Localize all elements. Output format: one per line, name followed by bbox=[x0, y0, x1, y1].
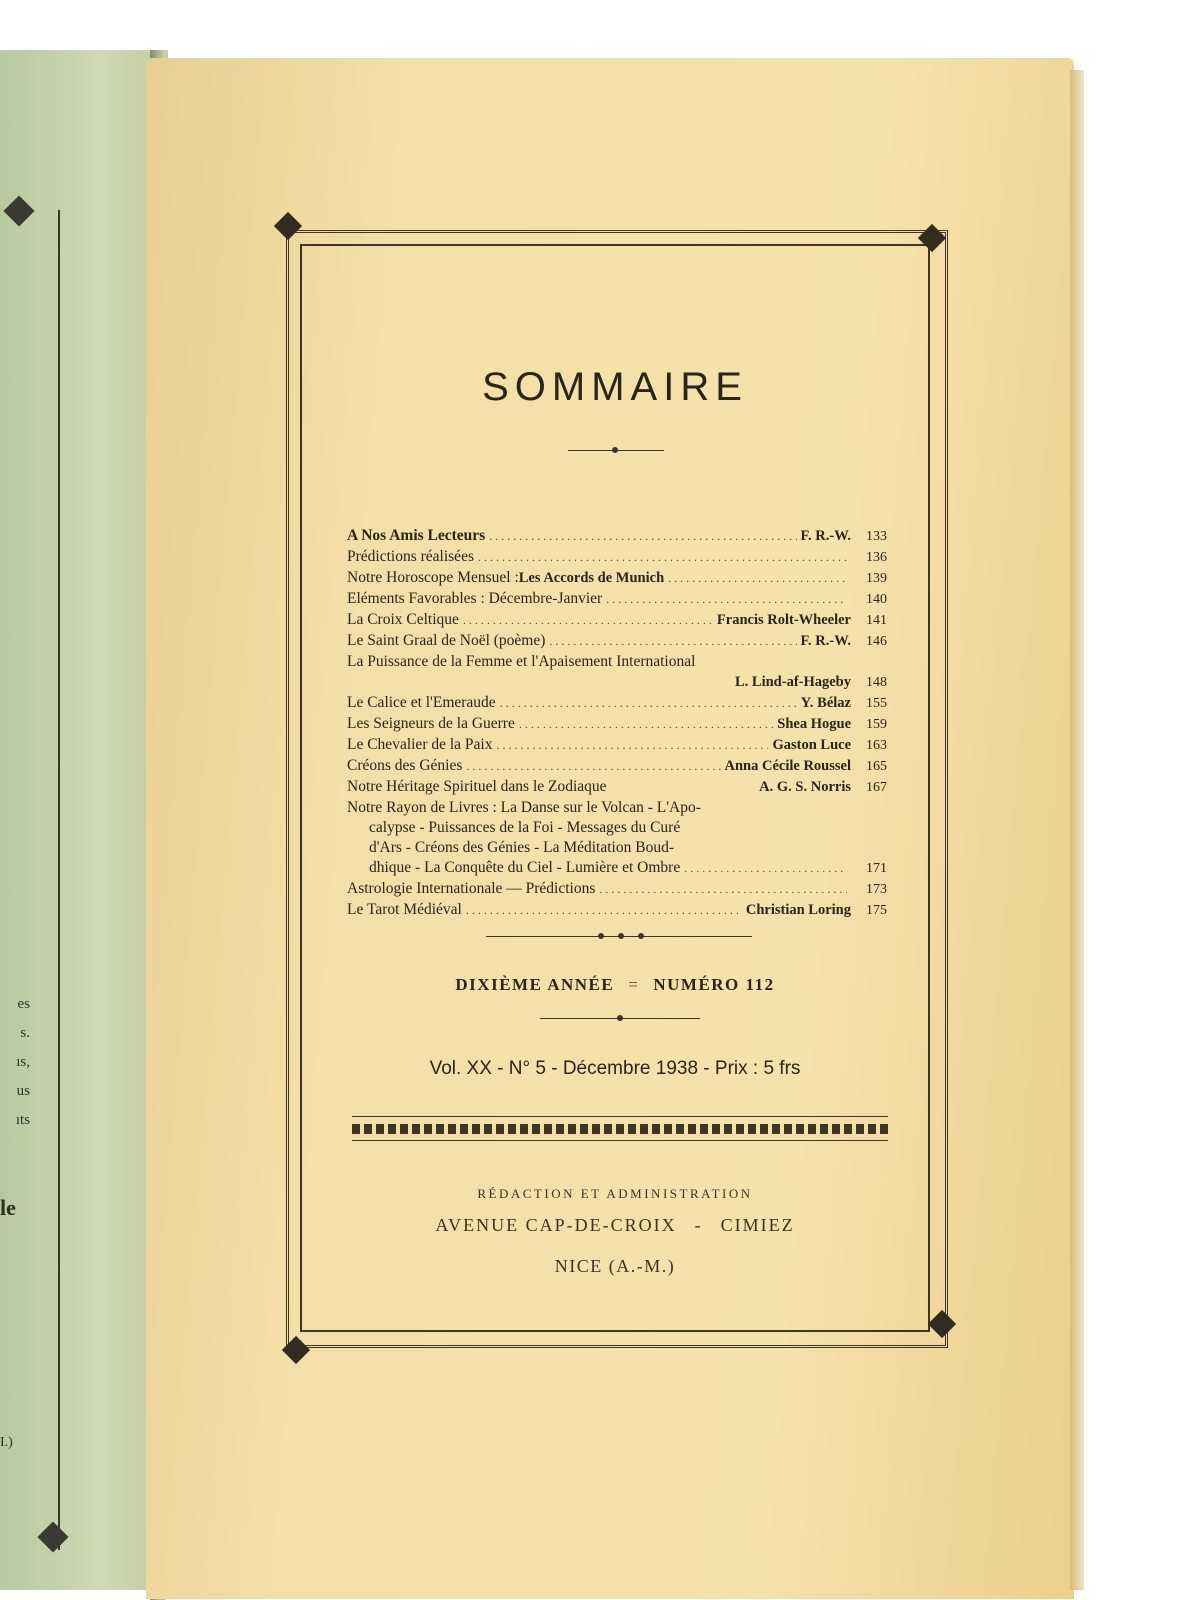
toc-entry[interactable] bbox=[347, 589, 887, 610]
toc-title: Notre Horoscope Mensuel : bbox=[347, 569, 519, 586]
leader-dots bbox=[599, 879, 847, 899]
text-fragment: I.) bbox=[0, 1435, 13, 1450]
previous-page bbox=[0, 50, 168, 1590]
toc-author: Anna Cécile Roussel bbox=[724, 758, 851, 774]
toc-title: Le Saint Graal de Noël (poème) bbox=[347, 632, 546, 649]
toc-title-continued: d'Ars - Créons des Génies - La Méditation Boud- bbox=[369, 839, 674, 856]
toc-page-number: 171 bbox=[866, 861, 887, 876]
toc-entry[interactable] bbox=[347, 777, 887, 798]
toc-title: La Puissance de la Femme et l'Apaisement International bbox=[347, 653, 696, 670]
issue-separator: = bbox=[628, 975, 640, 994]
toc-entry[interactable] bbox=[347, 879, 887, 900]
toc-title: Le Calice et l'Emeraude bbox=[347, 694, 496, 711]
previous-page-border bbox=[18, 210, 60, 1550]
toc-title: Notre Héritage Spirituel dans le Zodiaque bbox=[347, 778, 607, 795]
leader-dots bbox=[496, 735, 768, 755]
toc-author: F. R.-W. bbox=[800, 633, 851, 649]
leader-dots bbox=[489, 526, 796, 546]
toc-entry[interactable] bbox=[347, 547, 887, 568]
toc-page-number: 167 bbox=[866, 780, 887, 795]
toc-entry[interactable] bbox=[347, 735, 887, 756]
leader-dots bbox=[684, 858, 847, 878]
rule-line bbox=[352, 1116, 888, 1117]
leader-dots bbox=[606, 589, 847, 609]
toc-title: Le Tarot Médiéval bbox=[347, 901, 462, 918]
toc-title-continued: calypse - Puissances de la Foi - Messages du Curé bbox=[369, 819, 681, 836]
text-fragment: le bbox=[0, 1195, 16, 1220]
redaction-heading: RÉDACTION ET ADMINISTRATION bbox=[477, 1186, 753, 1201]
leader-dots bbox=[500, 693, 797, 713]
previous-page-text bbox=[0, 990, 30, 1135]
text-fragment: us bbox=[16, 1083, 30, 1099]
address-district: CIMIEZ bbox=[720, 1215, 795, 1235]
leader-dots bbox=[466, 900, 742, 920]
toc-page-number: 146 bbox=[866, 634, 887, 649]
toc-author: Christian Loring bbox=[745, 902, 851, 918]
leader-dots bbox=[668, 568, 847, 588]
toc-page-number: 165 bbox=[866, 759, 887, 774]
text-fragment: es bbox=[17, 996, 30, 1012]
toc-page-number: 155 bbox=[866, 696, 887, 711]
address-separator: - bbox=[694, 1215, 703, 1235]
divider-ornament bbox=[638, 933, 644, 939]
toc-author: Gaston Luce bbox=[772, 737, 851, 753]
toc-entry[interactable] bbox=[347, 756, 887, 777]
toc-page-number: 163 bbox=[866, 738, 887, 753]
toc-title: Notre Rayon de Livres : La Danse sur le Volcan - L'Apo- bbox=[347, 799, 701, 816]
leader-dots bbox=[549, 631, 796, 651]
toc-author: A. G. S. Norris bbox=[759, 779, 851, 795]
toc-author: Francis Rolt-Wheeler bbox=[716, 612, 851, 628]
toc-title: Eléments Favorables : Décembre-Janvier bbox=[347, 590, 603, 607]
toc-entry[interactable] bbox=[347, 714, 887, 735]
toc-page-number: 136 bbox=[866, 550, 887, 565]
leader-dots bbox=[478, 547, 847, 567]
toc-entry[interactable] bbox=[347, 900, 887, 921]
page-edge bbox=[1070, 70, 1084, 1590]
toc-subtitle: Les Accords de Munich bbox=[518, 570, 665, 586]
toc-page-number: 173 bbox=[866, 882, 887, 897]
leader-dots bbox=[519, 714, 773, 734]
divider-ornament bbox=[598, 933, 604, 939]
text-fragment: s. bbox=[20, 1025, 30, 1041]
toc-entry[interactable] bbox=[347, 652, 887, 693]
toc-title: Astrologie Internationale — Prédictions bbox=[347, 880, 596, 897]
toc-title: Le Chevalier de la Paix bbox=[347, 736, 493, 753]
issue-line bbox=[300, 975, 930, 995]
toc-entry[interactable] bbox=[347, 631, 887, 652]
toc-author: Y. Bélaz bbox=[800, 695, 851, 711]
toc-page-number: 139 bbox=[866, 571, 887, 586]
issue-number: NUMÉRO 112 bbox=[653, 975, 775, 994]
toc-title: Créons des Génies bbox=[347, 757, 463, 774]
page-title: SOMMAIRE bbox=[482, 365, 748, 409]
toc-entry[interactable] bbox=[347, 568, 887, 589]
toc-page-number: 140 bbox=[866, 592, 887, 607]
decorative-band bbox=[352, 1124, 888, 1134]
toc-page-number: 175 bbox=[866, 903, 887, 918]
divider-ornament bbox=[617, 1015, 623, 1021]
toc-page-number: 141 bbox=[866, 613, 887, 628]
volume-line: Vol. XX - N° 5 - Décembre 1938 - Prix : 5 frs bbox=[429, 1058, 801, 1079]
toc-author: F. R.-W. bbox=[800, 528, 851, 544]
table-of-contents bbox=[347, 526, 887, 921]
toc-title-continued: dhique - La Conquête du Ciel - Lumière et Ombre bbox=[369, 859, 681, 876]
toc-entry[interactable] bbox=[347, 526, 887, 547]
issue-year: DIXIÈME ANNÉE bbox=[455, 975, 615, 994]
toc-author: Shea Hogue bbox=[777, 716, 851, 732]
toc-entry-book-review[interactable] bbox=[347, 798, 887, 879]
leader-dots bbox=[466, 756, 720, 776]
address-city: NICE (A.-M.) bbox=[554, 1256, 676, 1276]
address-street: AVENUE CAP-DE-CROIX bbox=[435, 1215, 677, 1235]
toc-title: A Nos Amis Lecteurs bbox=[347, 527, 486, 544]
divider-ornament bbox=[612, 447, 618, 453]
text-fragment: ıs, bbox=[16, 1054, 30, 1070]
toc-page-number: 159 bbox=[866, 717, 887, 732]
toc-title: Les Seigneurs de la Guerre bbox=[347, 715, 515, 732]
address-line bbox=[300, 1215, 930, 1236]
divider-ornament bbox=[618, 933, 624, 939]
toc-entry[interactable] bbox=[347, 693, 887, 714]
toc-author: L. Lind-af-Hageby bbox=[734, 674, 851, 690]
toc-title: La Croix Celtique bbox=[347, 611, 459, 628]
toc-title: Prédictions réalisées bbox=[347, 548, 474, 565]
toc-page-number: 148 bbox=[866, 675, 887, 690]
leader-dots bbox=[463, 610, 713, 630]
rule-line bbox=[352, 1140, 888, 1141]
toc-page-number: 133 bbox=[866, 529, 887, 544]
text-fragment: ıts bbox=[15, 1112, 30, 1128]
toc-entry[interactable] bbox=[347, 610, 887, 631]
